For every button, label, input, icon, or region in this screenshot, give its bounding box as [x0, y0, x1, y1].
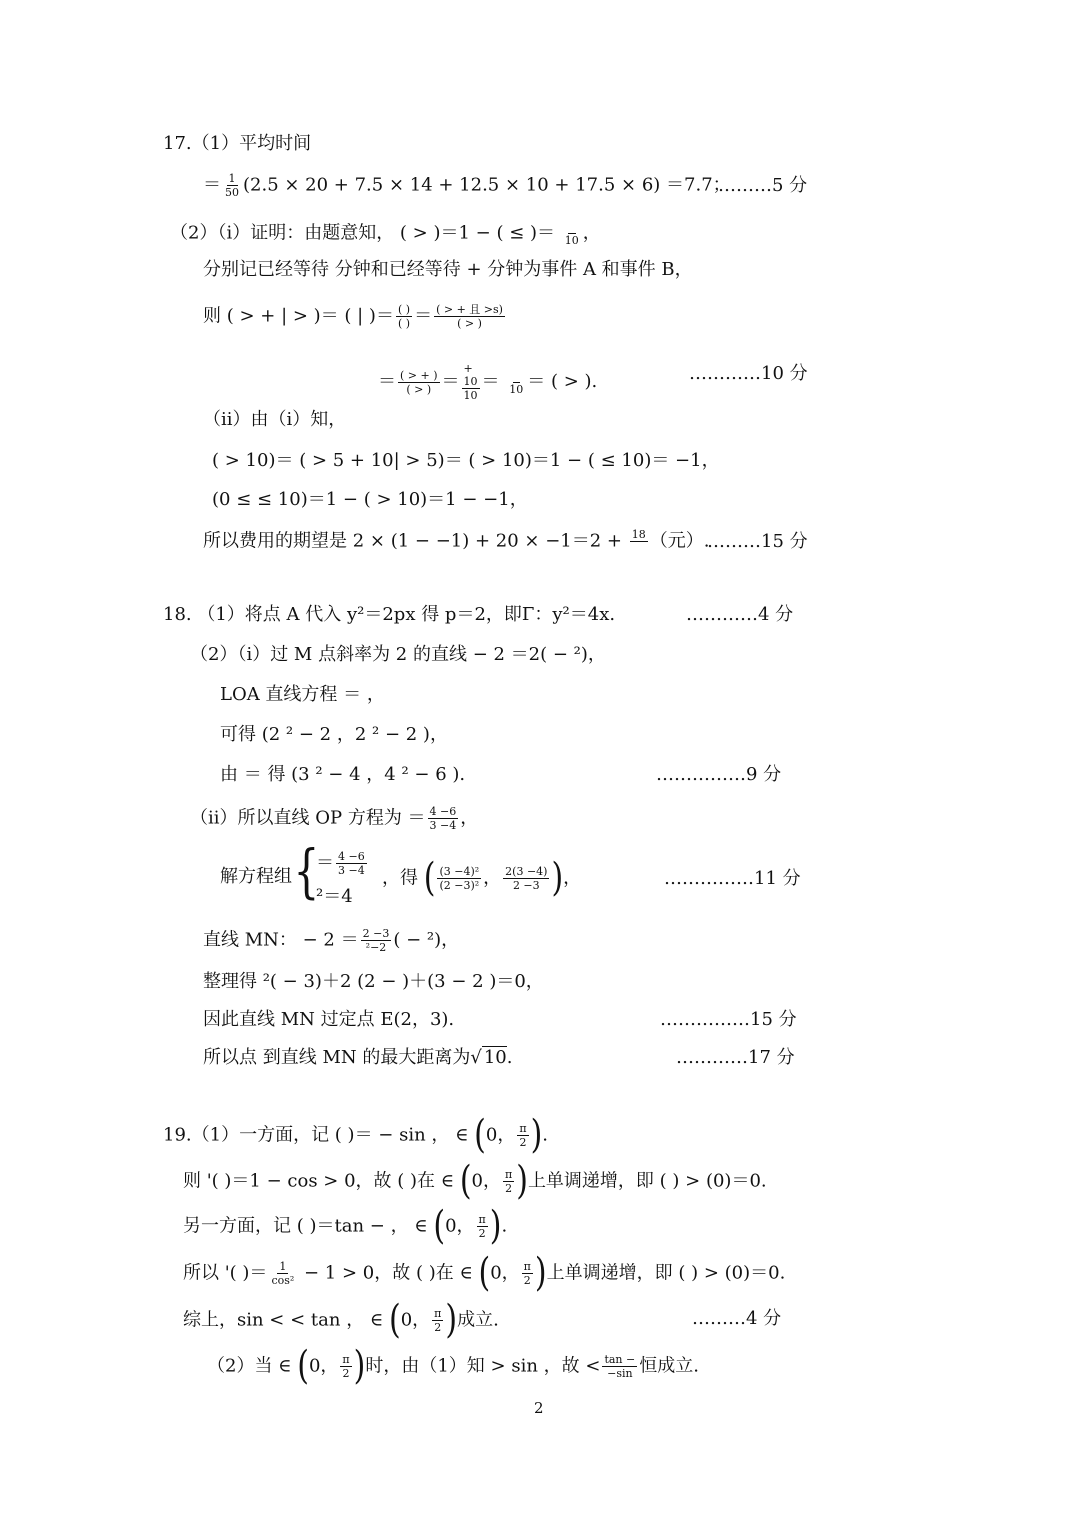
fraction-pi-2: $\frac{\pi}{2}$	[504, 1168, 513, 1195]
fraction-cond-2: $\frac{\text{( > + 且 >s)}}{( > )}$	[436, 303, 503, 330]
fraction-pi-2: $\frac{\pi}{2}$	[519, 1122, 527, 1149]
q17-score-10: …………10 分	[689, 363, 808, 384]
q18-score-11: ……………11 分	[664, 868, 801, 889]
q19-line3: 另一方面，记 ( )＝tan − ， ∈ (0， $\frac{\pi}{2}$ ).	[183, 1203, 508, 1249]
fraction-over-10: 10	[563, 220, 581, 247]
fraction-pi-2: $\frac{\pi}{2}$	[523, 1260, 531, 1287]
q18-score-9: ……………9 分	[656, 764, 782, 785]
q19-line5: 综上，sin < < tan ， ∈ (0， $\frac{\pi}{2}$ )成立.	[183, 1297, 499, 1343]
q19-line1: 19.（1）一方面，记 ( )＝ − sin ， ∈ (0， $\frac{\pi}{2}$ ).	[163, 1112, 549, 1158]
q18-fixed-point: 因此直线 MN 过定点 E(2，3).	[203, 1009, 455, 1030]
fraction-pi-2: $\frac{\pi}{2}$	[478, 1213, 486, 1240]
fraction-ratio: $\frac{( > + )}{( > )}$	[400, 368, 438, 396]
q18-system-result: ，得 ( $\frac{\text{(3 −4)²}}{\text{(2 −3)²}}$ ， $\frac{2(3 -4)}{2 -3}$ )，	[382, 855, 582, 901]
q17-score-5: ………5 分	[718, 175, 808, 196]
q19-score-4: ………4 分	[692, 1308, 782, 1329]
q17-part2-line1: （2）（i）证明：由题意知， ( > )＝1 − ( ≤ )＝ 10 ，	[170, 220, 601, 247]
q17-ii-line1: ( > 10)＝ ( > 5 + 10| > 5)＝ ( > 10)＝1 − ( ≤ 10)＝ −1，	[212, 450, 720, 471]
fraction-py: $\frac{2(3 -4)}{2 -3}$	[505, 865, 548, 892]
fraction-op-slope: $\frac{4 -6}{3 -4}$	[429, 805, 457, 832]
q17-ii-line2: (0 ≤ ≤ 10)＝1 − ( > 10)＝1 − −1，	[212, 489, 528, 510]
q18-score-17: …………17 分	[676, 1047, 795, 1068]
q18-loa-line: LOA 直线方程 ＝ ，	[220, 684, 385, 705]
q18-score-4: …………4 分	[686, 604, 794, 625]
q18-mn-line: 直线 MN： − 2 ＝ $\frac{2 -3}{\text{²−2}}$ ( − ²)，	[203, 927, 460, 954]
q18-max-distance: 所以点 到直线 MN 的最大距离为√ 10.	[203, 1047, 513, 1068]
q17-part2-line2: 分别记已经等待 分钟和已经等待 + 分钟为事件 A 和事件 B，	[203, 259, 693, 280]
q18-system-row1: ＝ $\frac{4 -6}{3 -4}$	[316, 850, 365, 877]
q17-part2-line4: ＝ $\frac{( > + )}{( > )}$ ＝ + 10 10 ＝ 10 ＝ ( > ).	[378, 362, 598, 402]
q17-head: 17.（1）平均时间	[163, 133, 312, 154]
q18-score-15: ……………15 分	[660, 1009, 797, 1030]
q19-line4: 所以 '( )＝ $\frac{1}{\text{cos²}}$ − 1 > 0，故 ( )在 ∈ (0， $\frac{\pi}{2}$ )上单调递增，即 ( ) > (0)＝0.	[183, 1250, 786, 1296]
left-brace: {	[293, 837, 320, 905]
fraction-tan-sin: $\frac{\tan -}{-\sin}$	[604, 1353, 636, 1380]
fraction-mn-slope: $\frac{2 -3}{\text{²−2}}$	[362, 927, 390, 954]
q18-kede: 可得 (2 ² − 2 ，2 ² − 2 )，	[220, 724, 448, 745]
fraction-exp: 10	[507, 369, 525, 396]
q19-part2: （2）当 ∈ (0， $\frac{\pi}{2}$ )时，由（1）知 > sin ，故 < $\frac{\tan -}{-\sin}$ 恒成立.	[207, 1343, 699, 1389]
q18-system-row2: ²＝4	[316, 886, 353, 907]
fraction-1-50: $\frac{1}{50}$	[225, 172, 239, 199]
q19-line2: 则 '( )＝1 − cos > 0，故 ( )在 ∈ (0， $\frac{\pi}{2}$ )上单调递增，即 ( ) > (0)＝0.	[183, 1158, 767, 1204]
fraction-cond-1: $\frac{( )}{( )}$	[397, 303, 411, 330]
q18-ii-op-line: （ii）所以直线 OP 方程为 ＝ $\frac{4 -6}{3 -4}$ ，	[190, 805, 479, 832]
sqrt-10: √ 10	[470, 1047, 507, 1068]
q17-mean-equation: ＝ $\frac{1}{50}$ (2.5 × 20 + 7.5 × 14 + 12.5 × 10 + 17.5 × 6) ＝7.7；	[203, 172, 731, 199]
q17-ii-head: （ii）由（i）知，	[203, 409, 347, 430]
q18-zhengli: 整理得 ²( − 3)＋2 (2 − )＋(3 − 2 )＝0，	[203, 971, 544, 992]
fraction-pi-2: $\frac{\pi}{2}$	[434, 1307, 442, 1334]
fraction-1-cos2: $\frac{1}{\text{cos²}}$	[271, 1260, 295, 1287]
q17-part2-line3: 则 ( > + | > )＝ ( | )＝ $\frac{( )}{( )}$ ＝ $\frac{\text{( > + 且 >s)}}{( > )}$	[203, 303, 503, 330]
q18-system-label: 解方程组	[220, 866, 292, 887]
page-number: 2	[534, 1399, 544, 1417]
q18-part1: 18. （1）将点 A 代入 y²＝2px 得 p＝2，即Γ：y²＝4x.	[163, 604, 616, 625]
fraction-exp-ratio: + 10 10	[463, 362, 478, 402]
q18-you: 由 ＝ 得 (3 ² − 4 ，4 ² − 6 ).	[220, 764, 466, 785]
fraction-px: $\frac{\text{(3 −4)²}}{\text{(2 −3)²}}$	[439, 865, 480, 892]
fraction-sys-row1: $\frac{4 -6}{3 -4}$	[338, 850, 365, 877]
q17-score-15: ………15 分	[707, 531, 808, 552]
q17-ii-line3: 所以费用的期望是 2 × (1 − −1) + 20 × −1＝2 + 18 （元）.	[203, 528, 709, 555]
q18-part2-i: （2）（i）过 M 点斜率为 2 的直线 − 2 ＝2( − ²)，	[190, 644, 606, 665]
fraction-pi-2: $\frac{\pi}{2}$	[342, 1353, 350, 1380]
fraction-18: 18	[631, 528, 646, 541]
